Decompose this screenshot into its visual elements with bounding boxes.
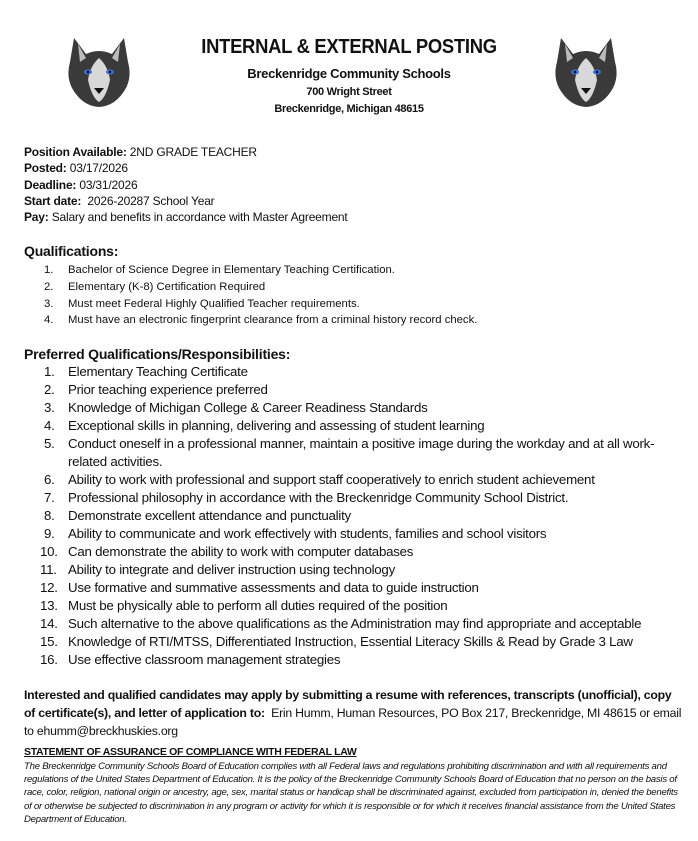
list-number: 2. bbox=[44, 280, 54, 293]
apply-contact: Erin Humm, Human Resources, PO Box 217, Breckenridge, MI 48615 or email to ehumm@breckhuskies.org bbox=[24, 706, 685, 738]
preferred-heading: Preferred Qualifications/Responsibilities: bbox=[24, 346, 291, 362]
list-item bbox=[24, 471, 664, 489]
info-position bbox=[24, 144, 348, 160]
qualifications-list bbox=[24, 262, 477, 329]
qualifications-heading: Qualifications: bbox=[24, 243, 119, 259]
info-label: Deadline: bbox=[24, 177, 77, 192]
info-deadline bbox=[24, 177, 348, 193]
list-item-text: Must have an electronic fingerprint clearance from a criminal history record check. bbox=[68, 314, 478, 327]
list-item-text: Knowledge of Michigan College & Career Readiness Standards bbox=[68, 400, 428, 415]
list-number: 13. bbox=[40, 598, 58, 613]
list-number: 11. bbox=[40, 562, 57, 577]
info-pay bbox=[24, 209, 348, 225]
info-value: 03/17/2026 bbox=[66, 161, 128, 176]
list-item bbox=[24, 489, 664, 507]
list-number: 7. bbox=[44, 490, 55, 505]
list-item bbox=[24, 543, 664, 561]
list-number: 4. bbox=[44, 418, 55, 433]
list-item bbox=[24, 417, 664, 435]
list-item-text: Use effective classroom management strategies bbox=[68, 652, 341, 667]
list-item bbox=[24, 633, 664, 651]
list-item-text: Can demonstrate the ability to work with computer databases bbox=[68, 544, 414, 559]
list-number: 1. bbox=[44, 264, 54, 276]
info-label: Posted: bbox=[24, 161, 67, 176]
info-label: Position Available: bbox=[24, 145, 127, 159]
list-item bbox=[24, 579, 664, 597]
list-item-text: Conduct oneself in a professional manner, maintain a positive image during the workday and at all work-related activities. bbox=[68, 436, 655, 469]
apply-instructions-bold: Interested and qualified candidates may apply by submitting a resume with references, transcripts (unofficial), copy of certificate(s), and letter of application to: bbox=[24, 688, 672, 720]
list-number: 12. bbox=[40, 580, 58, 595]
list-item-text: Must meet Federal Highly Qualified Teacher requirements. bbox=[68, 297, 360, 310]
list-item-text: Bachelor of Science Degree in Elementary Teaching Certification. bbox=[68, 264, 395, 276]
list-item bbox=[24, 363, 664, 381]
list-number: 2. bbox=[44, 382, 55, 397]
list-item-text: Such alternative to the above qualifications as the Administration may find appropriate and acceptable bbox=[68, 616, 642, 631]
info-posted bbox=[24, 160, 348, 176]
list-number: 4. bbox=[44, 314, 54, 327]
list-number: 8. bbox=[44, 508, 55, 523]
position-info bbox=[24, 144, 348, 225]
info-label: Pay: bbox=[24, 210, 49, 225]
list-item-text: Demonstrate excellent attendance and punctuality bbox=[68, 508, 351, 523]
info-label: Start date: bbox=[24, 193, 82, 208]
list-number: 9. bbox=[44, 526, 55, 541]
list-item bbox=[24, 651, 664, 669]
list-item-text: Ability to work with professional and support staff cooperatively to enrich student achievement bbox=[68, 472, 595, 487]
list-number: 14. bbox=[40, 616, 58, 631]
info-value: 2ND GRADE TEACHER bbox=[126, 145, 257, 159]
list-item-text: Elementary Teaching Certificate bbox=[68, 364, 248, 379]
list-number: 10. bbox=[40, 544, 58, 559]
list-number: 3. bbox=[44, 297, 54, 310]
list-item-text: Professional philosophy in accordance with the Breckenridge Community School District. bbox=[68, 490, 569, 505]
address-line-2: Breckenridge, Michigan 48615 bbox=[274, 103, 424, 115]
list-number: 6. bbox=[44, 472, 55, 487]
info-value: Salary and benefits in accordance with Master Agreement bbox=[48, 210, 348, 225]
statement-heading: STATEMENT OF ASSURANCE OF COMPLIANCE WITH FEDERAL LAW bbox=[24, 746, 357, 758]
page-title: INTERNAL & EXTERNAL POSTING bbox=[201, 36, 497, 58]
list-item bbox=[24, 561, 664, 579]
list-item bbox=[24, 435, 664, 471]
list-item bbox=[24, 597, 664, 615]
application-instructions bbox=[24, 686, 684, 740]
list-item bbox=[24, 279, 477, 296]
organization-name: Breckenridge Community Schools bbox=[247, 66, 451, 81]
list-item bbox=[24, 262, 477, 279]
list-item-text: Knowledge of RTI/MTSS, Differentiated Instruction, Essential Literacy Skills & Read by Grade 3 Law bbox=[68, 634, 633, 649]
list-item-text: Prior teaching experience preferred bbox=[68, 382, 268, 397]
list-item-text: Ability to integrate and deliver instruction using technology bbox=[68, 562, 395, 577]
list-item-text: Elementary (K-8) Certification Required bbox=[68, 280, 266, 293]
list-number: 3. bbox=[44, 400, 55, 415]
list-item-text: Use formative and summative assessments and data to guide instruction bbox=[68, 580, 479, 595]
list-item bbox=[24, 296, 477, 313]
list-item-text: Ability to communicate and work effectively with students, families and school visitors bbox=[68, 526, 547, 541]
list-item-text: Must be physically able to perform all duties required of the position bbox=[68, 598, 448, 613]
list-number: 15. bbox=[40, 634, 58, 649]
list-number: 5. bbox=[44, 436, 55, 451]
list-item bbox=[24, 381, 664, 399]
list-number: 1. bbox=[44, 364, 55, 379]
list-item bbox=[24, 312, 477, 329]
info-value: 03/31/2026 bbox=[76, 177, 138, 192]
list-item bbox=[24, 399, 664, 417]
info-start-date bbox=[24, 193, 348, 209]
list-item bbox=[24, 507, 664, 525]
list-number: 16. bbox=[40, 652, 58, 667]
list-item-text: Exceptional skills in planning, delivering and assessing of student learning bbox=[68, 418, 485, 433]
list-item bbox=[24, 615, 664, 633]
info-value: 2026-20287 School Year bbox=[81, 193, 215, 208]
address-line-1: 700 Wright Street bbox=[306, 86, 392, 98]
list-item bbox=[24, 525, 664, 543]
preferred-list bbox=[24, 363, 664, 669]
statement-body: The Breckenridge Community Schools Board of Education complies with all Federal laws and regulations prohibiting discrimination and with all requirements and regulations of the United States Department of Education. It is the policy of the Breckenridge Community Schools Board of Education that no person on the basis of race, color, religion, national origin or ancestry, age, sex, marital status or handicap shall be discriminated against, excluded from participation in, denied the benefits of or otherwise be subjected to discrimination in any program or activity for which it is responsible or for which it receives financial assistance from the United States Department of Education. bbox=[24, 761, 678, 825]
